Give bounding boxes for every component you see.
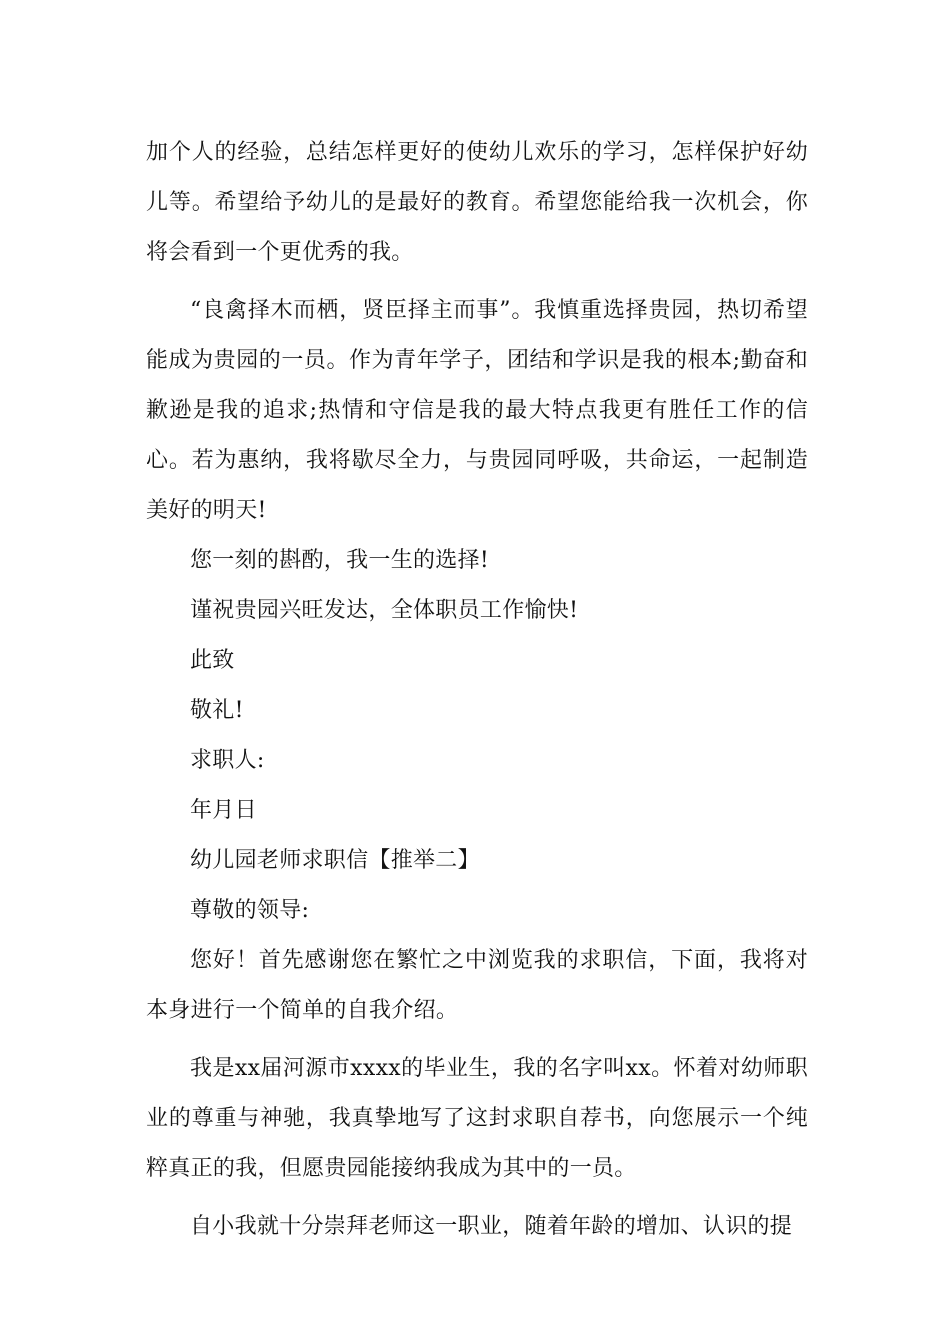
closing-cizhi: 此致 <box>190 648 235 673</box>
closing-line-wishes: 谨祝贵园兴旺发达，全体职员工作愉快! <box>190 598 579 623</box>
paragraph-admiration: 自小我就十分崇拜老师这一职业，随着年龄的增加、认识的提 <box>190 1214 793 1239</box>
paragraph-greeting: 您好！首先感谢您在繁忙之中浏览我的求职信，下面，我将对本身进行一个简单的自我介绍。 <box>146 948 808 1023</box>
paragraph-motto: “良禽择木而栖，贤臣择主而事”。我慎重选择贵园，热切希望能成为贵园的一员。作为青年学子，团结和学识是我的根本;勤奋和歉逊是我的追求;热情和守信是我的最大特点我更有胜任工作的信心。若为惠纳，我将歇尽全力，与贵园同呼吸，共命运，一起制造美好的明天! <box>146 298 808 523</box>
closing-line-choice: 您一刻的斟酌，我一生的选择! <box>190 548 490 573</box>
document-page <box>146 128 808 1252</box>
closing-jingli: 敬礼! <box>190 698 244 723</box>
signature-date: 年月日 <box>190 798 257 823</box>
section-heading-two: 幼儿园老师求职信【推举二】 <box>190 848 480 873</box>
paragraph-introduction: 我是xx届河源市xxxx的毕业生，我的名字叫xx。怀着对幼师职业的尊重与神驰，我真挚地写了这封求职自荐书，向您展示一个纯粹真正的我，但愿贵园能接纳我成为其中的一员。 <box>146 1056 808 1181</box>
paragraph-continuation: 加个人的经验，总结怎样更好的使幼儿欢乐的学习，怎样保护好幼儿等。希望给予幼儿的是最好的教育。希望您能给我一次机会，你将会看到一个更优秀的我。 <box>146 140 808 265</box>
signature-applicant: 求职人: <box>190 748 265 773</box>
salutation: 尊敬的领导: <box>190 898 310 923</box>
